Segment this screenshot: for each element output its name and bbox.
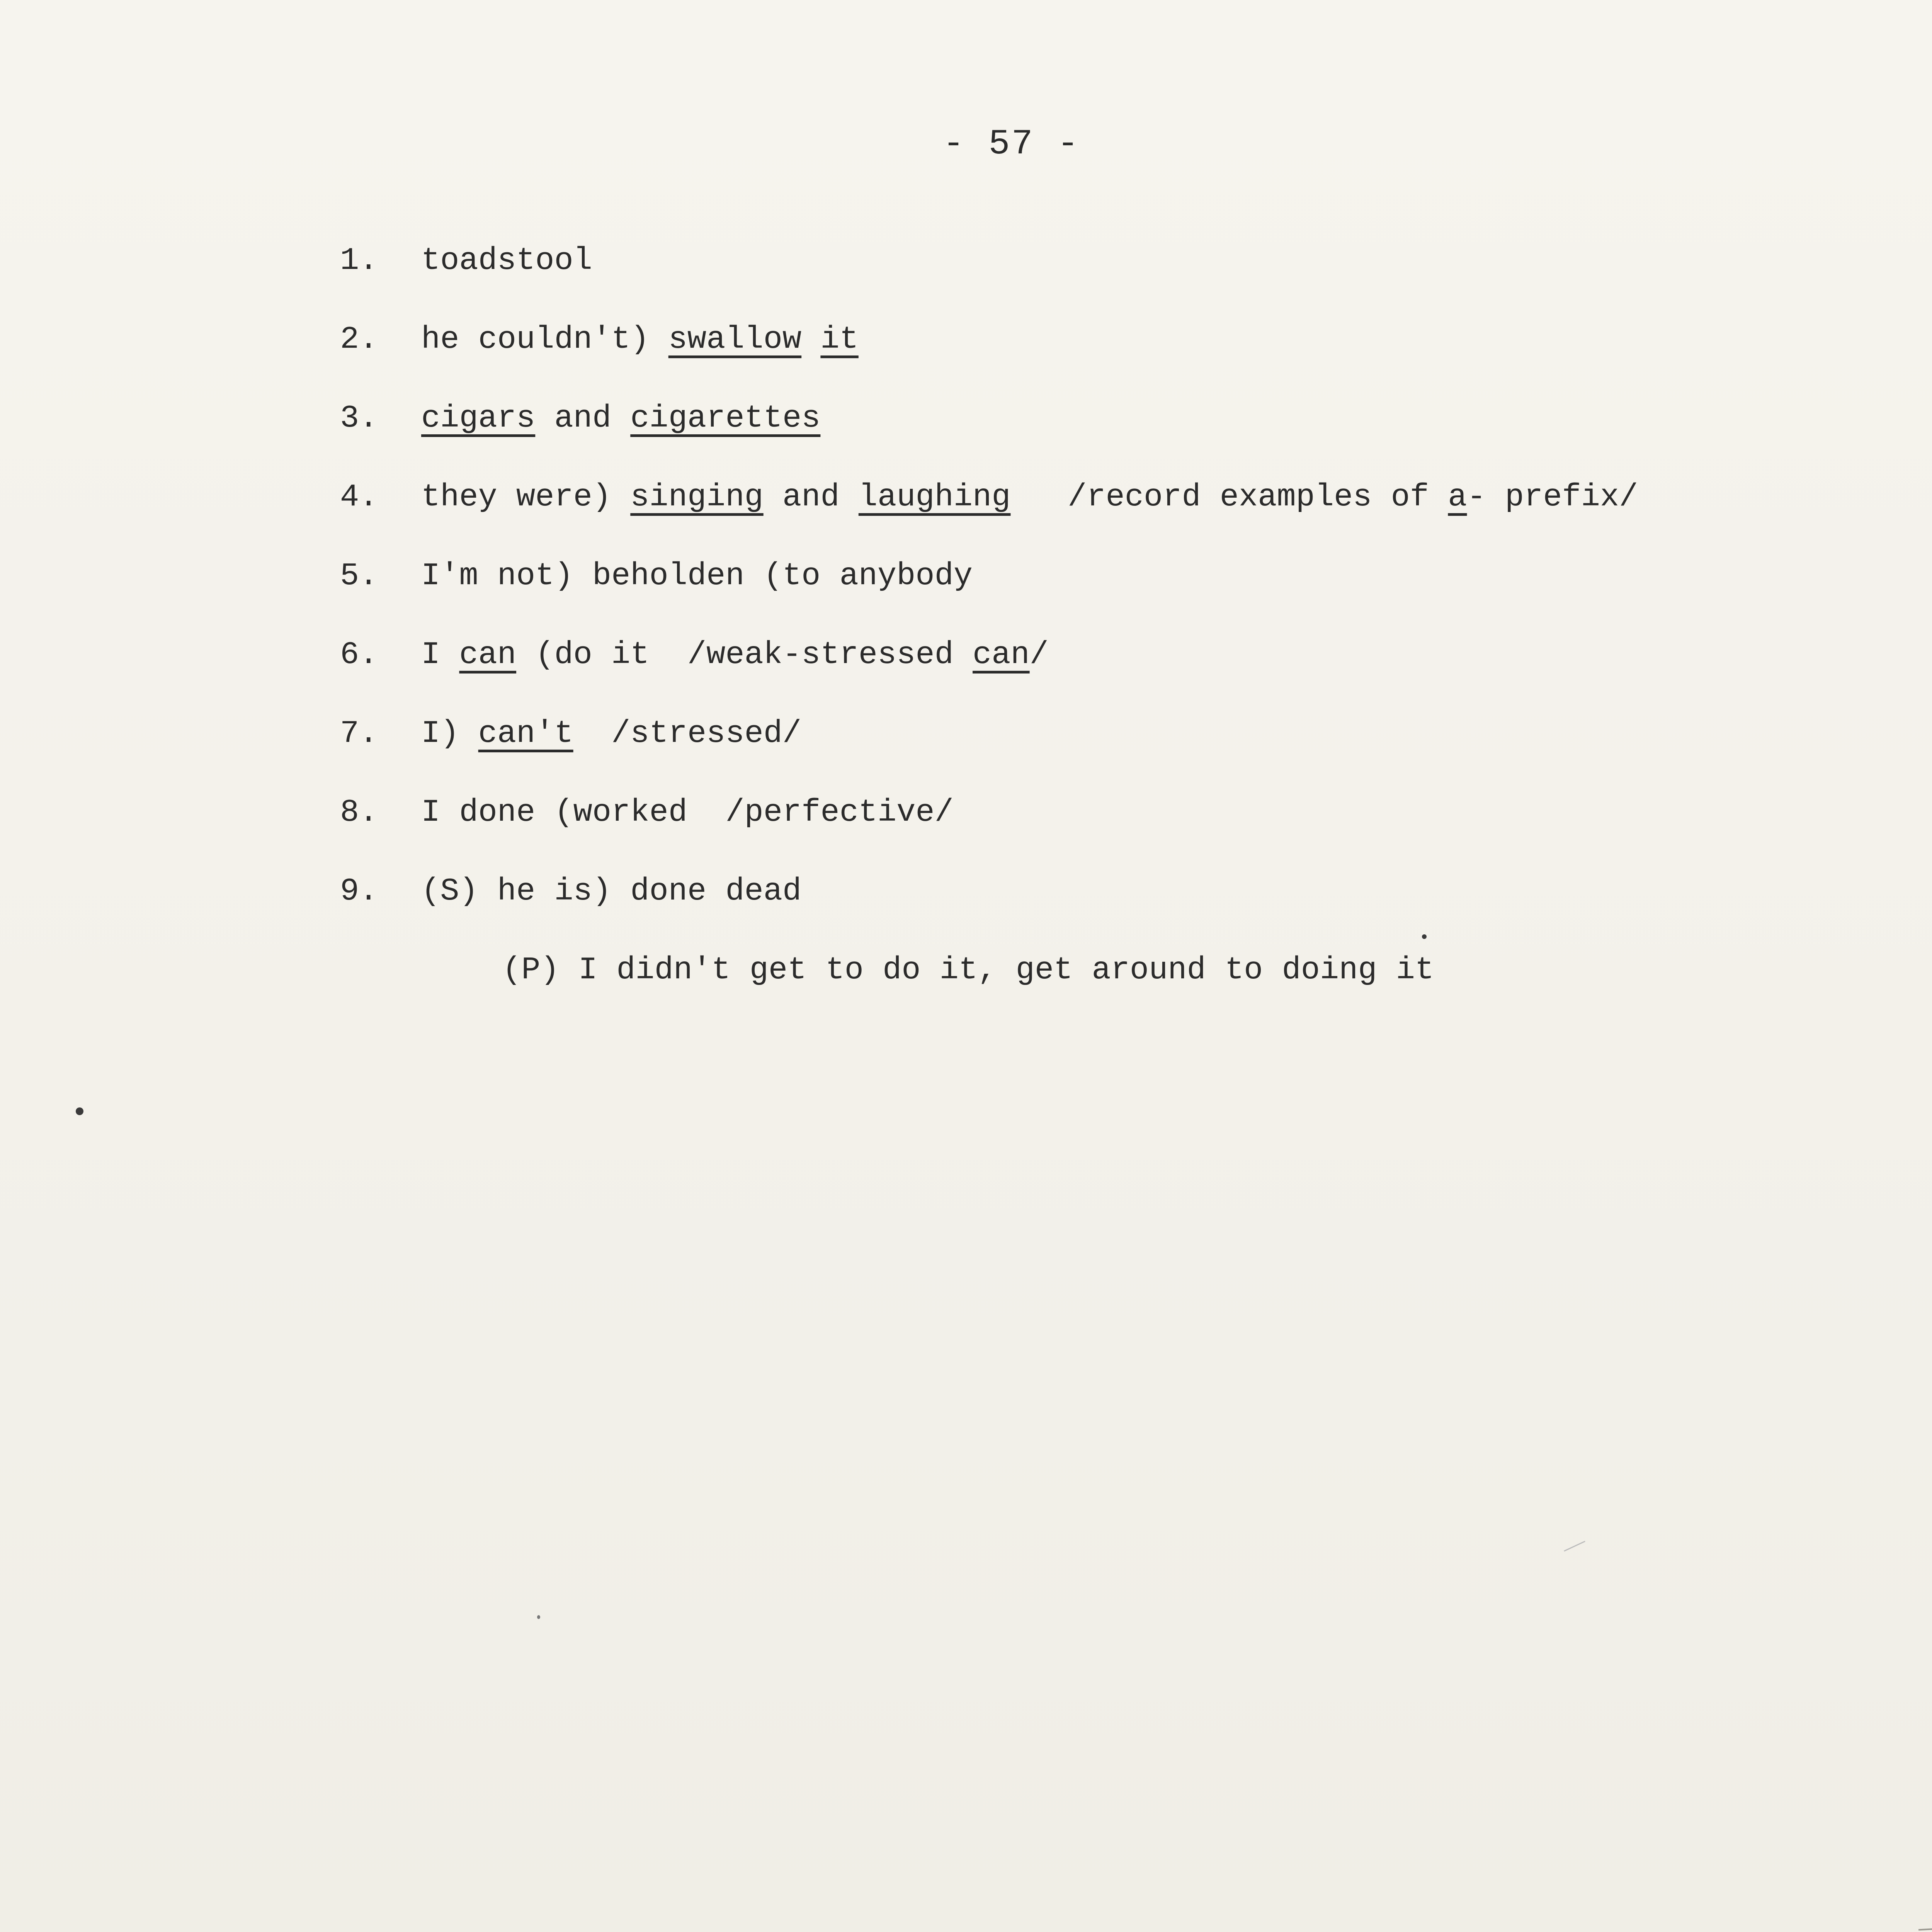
list-item: [340, 321, 1847, 400]
text-segment: (S) he is) done dead: [421, 873, 802, 909]
text-segment: (P) I didn't get to do it, get around to doing it: [502, 952, 1434, 988]
text-segment: toadstool: [421, 243, 592, 279]
item-text: [421, 716, 1847, 752]
underlined-word: laughing: [858, 479, 1011, 515]
item-number: 9.: [340, 873, 378, 909]
list-item: [340, 479, 1847, 558]
text-segment: I): [421, 716, 478, 752]
item-number: 3.: [340, 400, 378, 436]
text-segment: I'm not) beholden (to anybody: [421, 558, 973, 594]
underlined-word: it: [820, 321, 859, 357]
page-number: - 57 -: [943, 124, 1080, 164]
item-number: 5.: [340, 558, 378, 594]
text-segment: and: [535, 400, 631, 436]
text-segment: (do it /weak-stressed: [516, 637, 973, 673]
item-number: 4.: [340, 479, 378, 515]
underlined-word: a: [1448, 479, 1467, 515]
item-text: [421, 479, 1847, 515]
text-segment: he couldn't): [421, 321, 668, 357]
text-segment: I: [421, 637, 459, 673]
text-segment: they were): [421, 479, 631, 515]
item-number: 6.: [340, 637, 378, 673]
paper-mark: [1918, 1927, 1932, 1931]
underlined-word: can: [973, 637, 1030, 673]
paper-speck: [76, 1107, 83, 1115]
list-item: [340, 637, 1847, 716]
text-segment: I done (worked /perfective/: [421, 794, 954, 830]
text-segment: [801, 321, 820, 357]
item-text: [421, 794, 1847, 830]
item-text: [421, 873, 1847, 909]
item-number: 1.: [340, 243, 378, 279]
entry-list: [340, 243, 1847, 1031]
item-text: [421, 321, 1847, 357]
text-segment: and: [763, 479, 859, 515]
list-item: [340, 716, 1847, 794]
paper-speck: [1422, 934, 1427, 939]
item-number: 8.: [340, 794, 378, 830]
text-segment: /: [1029, 637, 1049, 673]
text-segment: /stressed/: [573, 716, 802, 752]
item-number: 7.: [340, 716, 378, 752]
item-text: [421, 558, 1847, 594]
list-item: [340, 400, 1847, 479]
underlined-word: singing: [630, 479, 764, 515]
list-item: [340, 794, 1847, 873]
underlined-word: can: [459, 637, 517, 673]
item-text: [421, 952, 1847, 988]
underlined-word: cigars: [421, 400, 536, 436]
item-number: 2.: [340, 321, 378, 357]
item-text: [421, 637, 1847, 673]
underlined-word: swallow: [668, 321, 802, 357]
underlined-word: cigarettes: [630, 400, 821, 436]
text-segment: - prefix/: [1467, 479, 1638, 515]
list-item-continuation: [340, 952, 1847, 1031]
list-item: [340, 243, 1847, 321]
paper-mark: [1564, 1541, 1585, 1551]
text-segment: /record examples of: [1010, 479, 1448, 515]
paper-speck: [537, 1615, 540, 1619]
item-text: [421, 400, 1847, 436]
underlined-word: can't: [478, 716, 573, 752]
item-text: [421, 243, 1847, 279]
list-item: [340, 873, 1847, 952]
list-item: [340, 558, 1847, 637]
